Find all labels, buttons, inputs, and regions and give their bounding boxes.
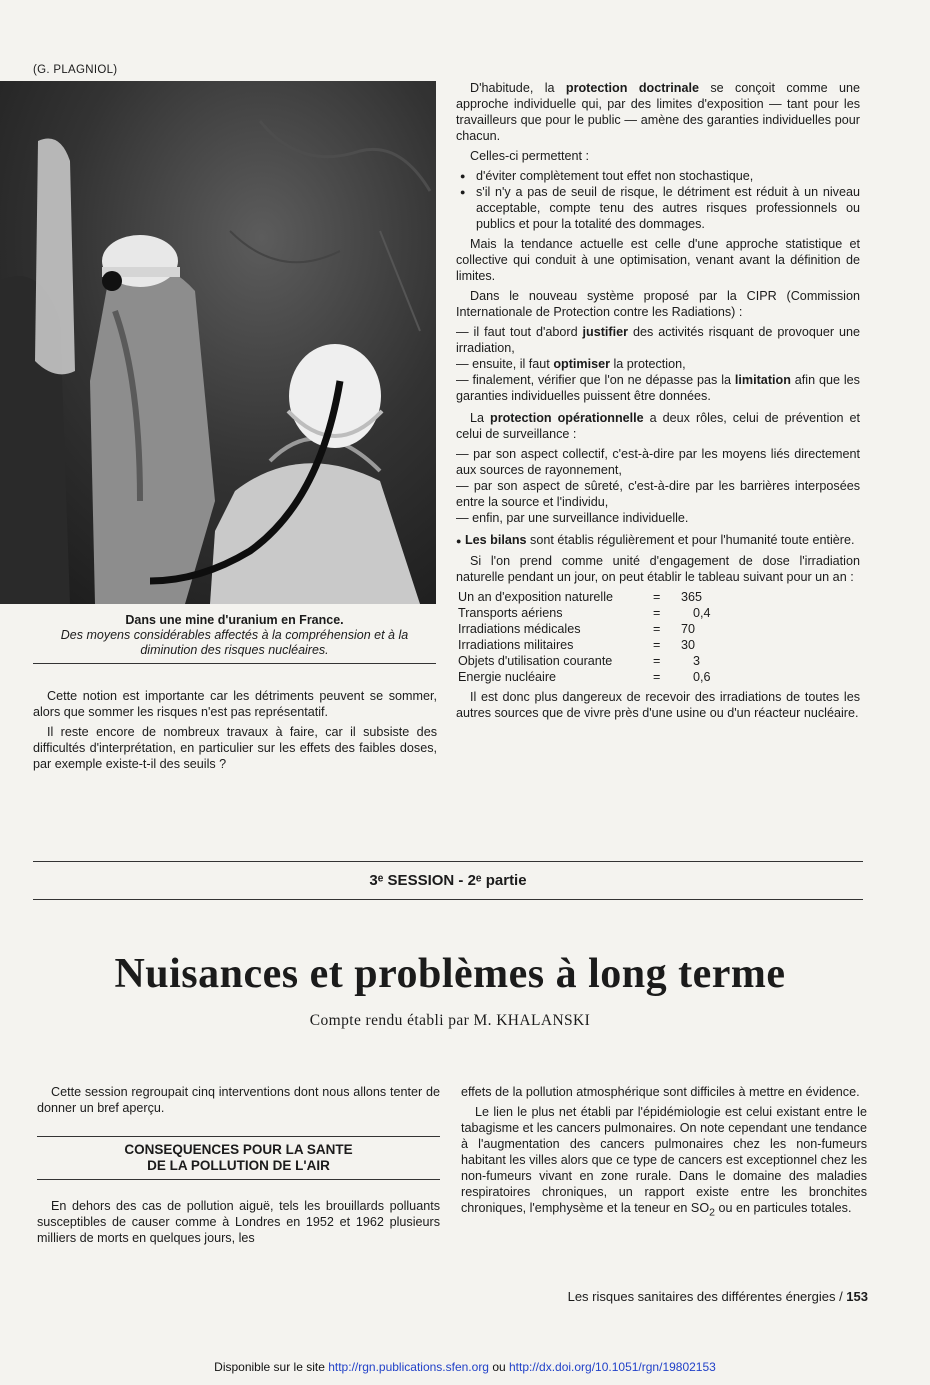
- bottom-left-column: [37, 1084, 440, 1250]
- table-row: Irradiations médicales = 70: [458, 622, 696, 636]
- bottom-left-paragraph-1: Cette session regroupait cinq interventions dont nous allons tenter de donner un bref aperçu.: [37, 1085, 440, 1115]
- table-row: Un an d'exposition naturelle = 365: [458, 590, 703, 604]
- caption-text: Des moyens considérables affectés à la compréhension et à la diminution des risques nucléaires.: [60, 628, 409, 657]
- right-column: [456, 80, 860, 725]
- bottom-right-column: [461, 1084, 867, 1225]
- right-paragraph-3: Mais la tendance actuelle est celle d'une approche statistique et collective qui conduit à une optimisation, venant avant la définition de limites.: [456, 237, 860, 283]
- miners-illustration: [0, 81, 436, 604]
- availability-line: Disponible sur le site http://rgn.publications.sfen.org ou http://dx.doi.org/10.1051/rgn/19802153: [214, 1360, 716, 1374]
- site-link[interactable]: http://rgn.publications.sfen.org: [328, 1360, 489, 1374]
- list-item: ● d'éviter complètement tout effet non stochastique,: [476, 168, 860, 184]
- photo-caption: [33, 613, 436, 658]
- article-subtitle: Compte rendu établi par M. KHALANSKI: [309, 1012, 591, 1029]
- section-heading: [37, 1136, 440, 1180]
- right-paragraph-2: Celles-ci permettent :: [470, 149, 589, 163]
- dose-table: [458, 589, 753, 685]
- mine-photo: [0, 81, 436, 604]
- page-number: 153: [846, 1289, 868, 1304]
- section-heading-line-1: CONSEQUENCES POUR LA SANTE: [124, 1142, 353, 1157]
- bottom-left-paragraph-2: En dehors des cas de pollution aiguë, tels les brouillards polluants susceptibles de causer comme à Londres en 1952 et 1962 plusieurs milliers de morts en quelques jours, les: [37, 1199, 440, 1245]
- role-surveillance: — enfin, par une surveillance individuelle.: [456, 511, 689, 525]
- role-safety: — par son aspect de sûreté, c'est-à-dire par les barrières interposées entre la source et l'individu,: [456, 479, 860, 509]
- right-paragraph-7: Si l'on prend comme unité d'engagement de dose l'irradiation naturelle pendant un jour, on peut établir le tableau suivant pour un an :: [456, 554, 860, 584]
- caption-title: Dans une mine d'uranium en France.: [125, 613, 344, 627]
- cipr-step-limit: — finalement, vérifier que l'on ne dépasse pas la limitation afin que les garanties individuelles puissent être données.: [456, 373, 860, 403]
- session-rule-top: [33, 861, 863, 862]
- article-title: Nuisances et problèmes à long terme: [114, 951, 786, 997]
- session-heading: 3ᵉ SESSION - 2ᵉ partie: [369, 872, 527, 889]
- section-heading-line-2: DE LA POLLUTION DE L'AIR: [147, 1158, 330, 1173]
- table-row: Objets d'utilisation courante = 3: [458, 654, 701, 668]
- session-rule-bottom: [33, 899, 863, 900]
- right-paragraph-1: D'habitude, la protection doctrinale se conçoit comme une approche individuelle qui, par des limites d'exposition — tant pour les travailleurs que pour le public — amène des garanties individuelles pour chacun.: [456, 81, 860, 143]
- right-paragraph-8: Il est donc plus dangereux de recevoir des irradiations de toutes les autres sources que de vivre près d'une usine ou d'un réacteur nucléaire.: [456, 690, 860, 720]
- cipr-step-optimise: — ensuite, il faut optimiser la protection,: [456, 357, 686, 371]
- bottom-right-paragraph-1: effets de la pollution atmosphérique sont difficiles à mettre en évidence.: [461, 1085, 860, 1099]
- table-row: Transports aériens = 0,4: [458, 606, 711, 620]
- bottom-right-paragraph-2: Le lien le plus net établi par l'épidémiologie est celui existant entre le tabagisme et les cancers pulmonaires. On note cependant une tendance à l'augmentation des cancers pulmonaires chez les non-fumeurs habitant les villes alors que ce type de cancers est exceptionnel chez les non-fumeurs vivant en zone rurale. Dans le domaine des maladies respiratoires chroniques, un rapport existe entre les bronchites chroniques, l'emphysème et la teneur en $SO_2$ ou en particules totales.: [461, 1105, 867, 1219]
- left-column-text: [33, 688, 437, 776]
- running-footer: [518, 1289, 868, 1304]
- table-row: Irradiations militaires = 30: [458, 638, 696, 652]
- running-title: Les risques sanitaires des différentes énergies /: [567, 1289, 847, 1304]
- right-paragraph-4: Dans le nouveau système proposé par la CIPR (Commission Internationale de Protection contre les Radiations) :: [456, 289, 860, 319]
- bullet-list: [456, 168, 860, 232]
- table-row: Energie nucléaire = 0,6: [458, 670, 711, 684]
- right-paragraph-6: ● Les bilans sont établis régulièrement et pour l'humanité toute entière.: [456, 533, 855, 547]
- caption-rule: [33, 663, 436, 664]
- left-paragraph-2: Il reste encore de nombreux travaux à faire, car il subsiste des difficultés d'interprétation, en particulier sur les effets des faibles doses, par exemple existe-t-il des seuils ?: [33, 725, 437, 771]
- photo-credit: (G. PLAGNIOL): [33, 64, 118, 76]
- doi-link[interactable]: http://dx.doi.org/10.1051/rgn/19802153: [509, 1360, 716, 1374]
- role-collective: — par son aspect collectif, c'est-à-dire par les moyens liés directement aux sources de rayonnement,: [456, 447, 860, 477]
- list-item: ● s'il n'y a pas de seuil de risque, le détriment est réduit à un niveau acceptable, compte tenu des autres risques professionnels ou publics et pour la totalité des dommages.: [476, 184, 860, 232]
- right-paragraph-5: La protection opérationnelle a deux rôles, celui de prévention et celui de surveillance :: [456, 411, 860, 441]
- cipr-step-justify: — il faut tout d'abord justifier des activités risquant de provoquer une irradiation,: [456, 325, 860, 355]
- left-paragraph-1: Cette notion est importante car les détriments peuvent se sommer, alors que sommer les risques n'est pas représentatif.: [33, 689, 437, 719]
